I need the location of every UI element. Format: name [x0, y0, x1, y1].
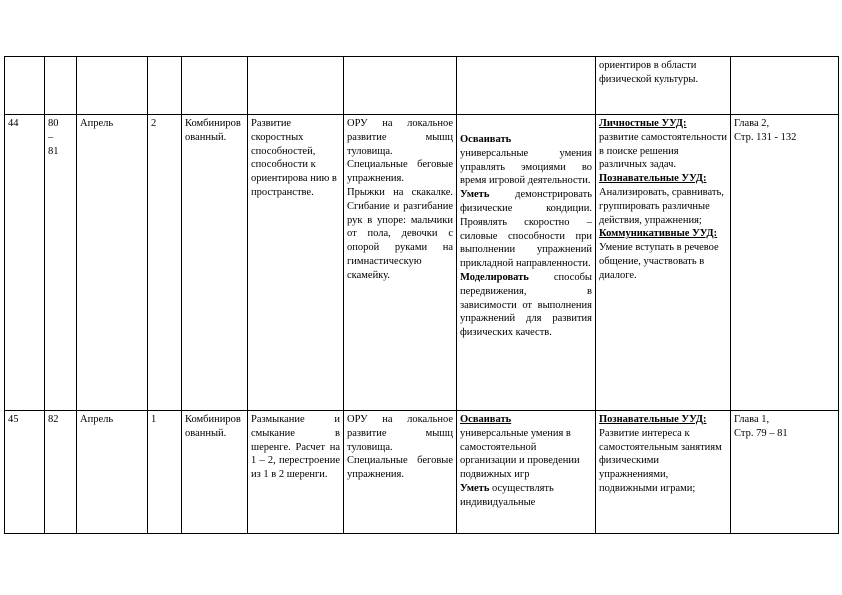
uud-heading: Личностные УУД:	[599, 118, 687, 129]
month-cell: Апрель	[77, 115, 148, 411]
lesson-number: 81	[48, 145, 59, 157]
table-row	[5, 115, 839, 411]
topic-cell: Развитие скоростных способностей, способности к ориентирова нию в пространстве.	[248, 115, 344, 411]
lesson-cell	[45, 115, 77, 411]
uud-heading: Коммуникативные УУД:	[599, 228, 718, 240]
uud-heading: Познавательные УУД:	[599, 414, 707, 425]
content-cell	[344, 411, 457, 534]
lesson-number: 82	[48, 414, 59, 425]
ref-cell	[731, 57, 839, 115]
ref-pages: Стр. 79 – 81	[734, 427, 788, 439]
topic-cell	[248, 57, 344, 115]
ref-cell	[731, 411, 839, 534]
num-cell: 44	[5, 115, 45, 411]
uud-text: Умение вступать в речевое общение, участвовать в диалоге.	[599, 242, 719, 281]
content-text: Специальные беговые упражнения.	[347, 455, 453, 481]
activity-text: осуществлять индивидуальные	[460, 482, 554, 508]
num-cell	[5, 57, 45, 115]
content-text: Прыжки на скакалке. Сгибание и разгибание рук в упоре: мальчики от пола, девочки с опорой руками на гимнастическую скамейку.	[347, 186, 453, 281]
uud-cell	[596, 57, 731, 115]
lesson-cell	[45, 411, 77, 534]
activity-verb: Уметь	[460, 482, 490, 494]
uud-cell	[596, 115, 731, 411]
month-cell: Апрель	[77, 411, 148, 534]
num-cell: 45	[5, 411, 45, 534]
ref-pages: Стр. 131 - 132	[734, 131, 797, 143]
ref-cell	[731, 115, 839, 411]
topic-cell: Размыкание и смыкание в шеренге. Расчет на 1 – 2, перестроение из 1 в 2 шеренги.	[248, 411, 344, 534]
hours-cell	[148, 57, 182, 115]
activity-verb: Уметь	[460, 189, 490, 201]
month-cell	[77, 57, 148, 115]
type-cell: Комбиниров ованный.	[182, 411, 248, 534]
content-cell	[344, 57, 457, 115]
content-text: ОРУ на локальное развитие мышц туловища.	[347, 118, 453, 157]
lesson-number: 80	[48, 118, 59, 129]
activities-cell	[457, 411, 596, 534]
activity-text: демонстрировать физические кондиции. Проявлять скоростно – силовые способности при выполнении упражнений прикладной направленности.	[460, 189, 592, 270]
result-text: ориентиров в области	[599, 60, 697, 71]
lesson-cell	[45, 57, 77, 115]
activities-cell	[457, 115, 596, 411]
content-text: ОРУ на локальное развитие мышц туловища.	[347, 414, 453, 453]
activity-text: универсальные умения в самостоятельной организации и проведении подвижных игр	[460, 427, 580, 481]
activity-verb: Осваивать	[460, 134, 512, 145]
uud-cell	[596, 411, 731, 534]
activities-cell	[457, 57, 596, 115]
uud-heading: Познавательные УУД:	[599, 173, 707, 185]
lesson-dash: –	[48, 131, 54, 143]
activity-text: способы передвижения, в зависимости от выполнения упражнений для развития физических качеств.	[460, 271, 592, 339]
uud-text: развитие самостоятельности в поиске решения различных задач.	[599, 131, 727, 171]
type-cell: Комбиниров ованный.	[182, 115, 248, 411]
result-text: физической культуры.	[599, 73, 699, 85]
uud-text: Развитие интереса к самостоятельным занятиям физическими упражнениями, подвижными играми;	[599, 427, 722, 494]
activity-text: универсальные умения управлять эмоциями во время игровой деятельности.	[460, 147, 592, 187]
ref-chapter: Глава 2,	[734, 118, 770, 129]
hours-cell: 2	[148, 115, 182, 411]
activity-verb: Осваивать	[460, 414, 512, 425]
content-cell	[344, 115, 457, 411]
activity-verb: Моделировать	[460, 271, 529, 283]
lesson-plan-table	[4, 56, 839, 534]
table-row	[5, 57, 839, 115]
content-text: Специальные беговые упражнения.	[347, 159, 453, 185]
type-cell	[182, 57, 248, 115]
table-row	[5, 411, 839, 534]
hours-cell: 1	[148, 411, 182, 534]
uud-text: Анализировать, сравнивать, группировать различные действия, упражнения;	[599, 186, 724, 226]
ref-chapter: Глава 1,	[734, 414, 770, 425]
